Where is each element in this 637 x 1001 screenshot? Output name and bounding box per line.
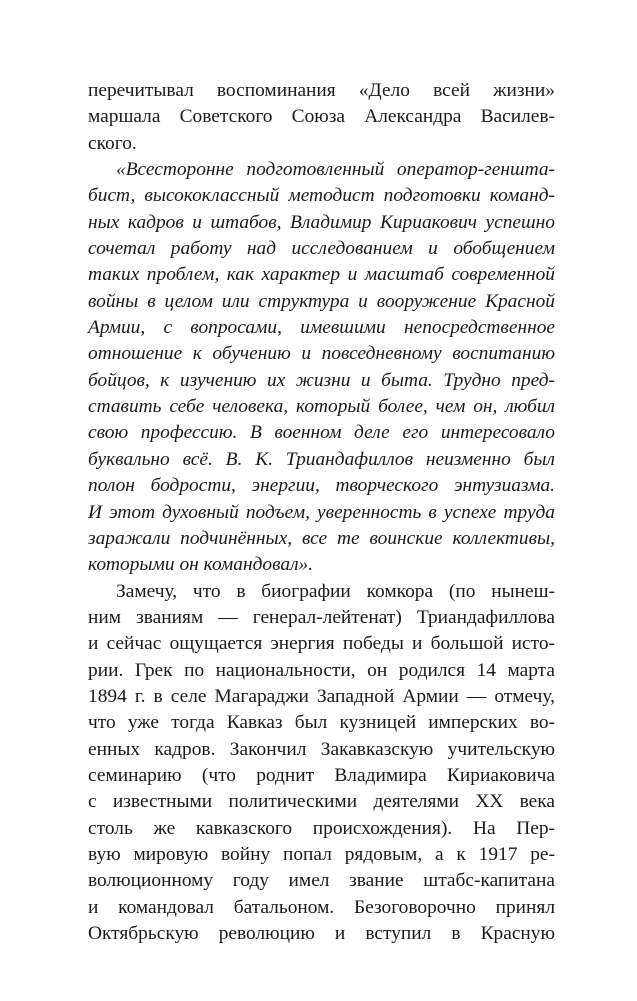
text-line: полон бодрости, энергии, творческого энтузиазма. xyxy=(88,475,555,497)
text-line: вую мировую войну попал рядовым, а к 1917 ре- xyxy=(88,843,555,865)
text-line: таких проблем, как характер и масштаб современной xyxy=(88,264,555,286)
text-line: маршала Советского Союза Александра Василев- xyxy=(88,106,555,128)
text-line: отношение к обучению и повседневному воспитанию xyxy=(88,343,555,365)
text-line: Октябрьскую революцию и вступил в Красную xyxy=(88,923,555,944)
text-line: буквально всё. В. К. Триандафиллов неизменно был xyxy=(88,448,555,470)
text-line: заражали подчинённых, все те воинские коллективы, xyxy=(88,527,555,549)
book-page-text xyxy=(88,78,555,947)
text-line: войны в целом или структура и вооружение Красной xyxy=(88,290,555,312)
text-line: рии. Грек по национальности, он родился 14 марта xyxy=(88,659,555,681)
text-line: сочетал работу над исследованием и обобщением xyxy=(88,238,555,260)
text-line: бист, высококлассный методист подготовки команд- xyxy=(88,185,555,207)
text-line: перечитывал воспоминания «Дело всей жизни» xyxy=(88,80,555,101)
text-line: волюционному году имел звание штабс-капитана xyxy=(88,870,555,892)
text-line: с известными политическими деятелями XX века xyxy=(88,791,555,813)
text-line: бойцов, к изучению их жизни и быта. Трудно пред- xyxy=(88,369,555,391)
text-line: и командовал батальоном. Безоговорочно принял xyxy=(88,896,555,918)
paragraph-intro xyxy=(88,78,555,157)
text-line: что уже тогда Кавказ был кузницей имперских во- xyxy=(88,712,555,734)
text-line: И этот духовный подъем, уверенность в успехе труда xyxy=(88,501,555,523)
text-line: ского. xyxy=(88,132,137,154)
text-line: и сейчас ощущается энергия победы и большой исто- xyxy=(88,633,555,655)
text-line: семинарию (что роднит Владимира Кириаковича xyxy=(88,764,555,786)
paragraph-biography xyxy=(88,579,555,948)
text-line: ставить себе человека, который более, чем он, любил xyxy=(88,396,555,418)
text-line: столь же кавказского происхождения). На Пер- xyxy=(88,817,555,839)
text-line: Армии, с вопросами, имевшими непосредственное xyxy=(88,317,555,339)
text-line: ним званиям — генерал-лейтенат) Триандафиллова xyxy=(88,606,555,628)
text-line: Замечу, что в биографии комкора (по нынеш- xyxy=(116,580,555,602)
quotation-block xyxy=(88,157,555,579)
text-line: енных кадров. Закончил Закавказскую учительскую xyxy=(88,738,555,760)
text-line: которыми он командовал». xyxy=(88,554,314,576)
text-line: ных кадров и штабов, Владимир Кириакович успешно xyxy=(88,211,555,233)
text-line: свою профессию. В военном деле его интересовало xyxy=(88,422,555,444)
text-line: 1894 г. в селе Магараджи Западной Армии — отмечу, xyxy=(88,685,555,707)
text-line: «Всесторонне подготовленный оператор-геншта- xyxy=(116,159,555,181)
